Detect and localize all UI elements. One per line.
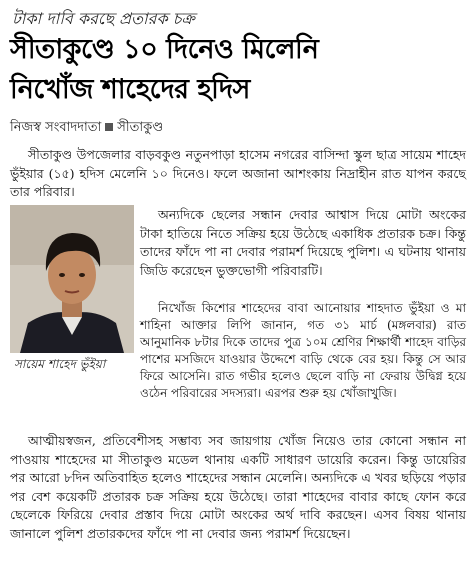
photo-caption: সায়েম শাহেদ ভুঁইয়া <box>14 357 106 371</box>
byline-location: সীতাকুণ্ড <box>117 120 164 135</box>
portrait-image <box>10 205 134 353</box>
paragraph-3 <box>140 300 466 402</box>
headline-line-1: সীতাকুণ্ডে ১০ দিনেও মিলেনি <box>10 34 319 65</box>
paragraph-3-text: নিখোঁজ কিশোর শাহেদের বাবা আনোয়ার শাহদাত ভুঁইয়া ও মা শাহিনা আক্তার লিপি জানান, গত ৩১ মার্চ (মঙ্গলবার) রাত আনুমানিক ৮টার দিকে তাদের পুত্র ১০ম শ্রেণির শিক্ষার্থী শাহেদ বাড়ির পাশের মসজিদে যাওয়ার উদ্দেশে বাড়ি থেকে বের হয়। কিন্তু সে আর ফিরে আসেনি। রাত গভীর হলেও ছেলে বাড়ি না ফেরায় উদ্বিগ্ন হয়ে ওঠেন পরিবারের সদস্যরা। এরপর শুরু হয় খোঁজাখুজি। <box>140 301 466 400</box>
portrait-photo <box>10 205 134 353</box>
paragraph-2 <box>140 206 466 280</box>
paragraph-1 <box>10 146 466 202</box>
headline <box>10 30 470 110</box>
byline-reporter: নিজস্ব সংবাদদাতা <box>10 120 102 135</box>
paragraph-4 <box>10 432 466 543</box>
byline <box>10 118 163 139</box>
square-bullet-icon <box>105 123 113 131</box>
paragraph-1-text: সীতাকুণ্ড উপজেলার বাড়বকুণ্ড নতুনপাড়া হাসেম নগরের বাসিন্দা স্কুল ছাত্র সায়েম শাহেদ ভুঁইয়ার (১৫) হদিস মেলেনি ১০ দিনেও। ফলে অজানা আশংকায় নিদ্রাহীন রাত যাপন করছে তার পরিবার। <box>10 147 466 199</box>
headline-line-2: নিখোঁজ শাহেদের হদিস <box>10 74 250 105</box>
paragraph-2-text: অন্যদিকে ছেলের সন্ধান দেবার আশ্বাস দিয়ে মোটা অংকের টাকা হাতিয়ে নিতে সক্রিয় হয়ে উঠেছে একাধিক প্রতারক চক্র। কিন্তু তাদের ফাঁদে পা না দেবার পরামর্শ দিয়েছে পুলিশ। এ ঘটনায় থানায় জিডি করেছেন ভুক্তভোগী পরিবারটি। <box>140 207 466 278</box>
paragraph-4-text: আত্মীয়স্বজন, প্রতিবেশীসহ সম্ভাব্য সব জায়গায় খোঁজ নিয়েও তার কোনো সন্ধান না পাওয়ায় শাহেদের মা সীতাকুণ্ড মডেল থানায় একটি সাধারণ ডায়েরি করেন। কিন্তু ডায়েরির পর আরো ৮দিন অতিবাহিত হলেও শাহেদের সন্ধান মেলেনি। অন্যদিকে এ খবর ছড়িয়ে পড়ার পর বেশ কয়েকটি প্রতারক চক্র সক্রিয় হয়ে উঠেছে। তারা শাহেদের বাবার কাছে ফোন করে ছেলেকে ফিরিয়ে দেবার প্রস্তাব দিয়ে মোটা অংকের অর্থ দাবি করছেন। এসব বিষয় থানায় জানালে পুলিশ প্রতারকদের ফাঁদে পা না দেবার জন্য পরামর্শ দিয়েছেন। <box>10 433 466 541</box>
kicker-line: টাকা দাবি করছে প্রতারক চক্র <box>12 9 195 28</box>
